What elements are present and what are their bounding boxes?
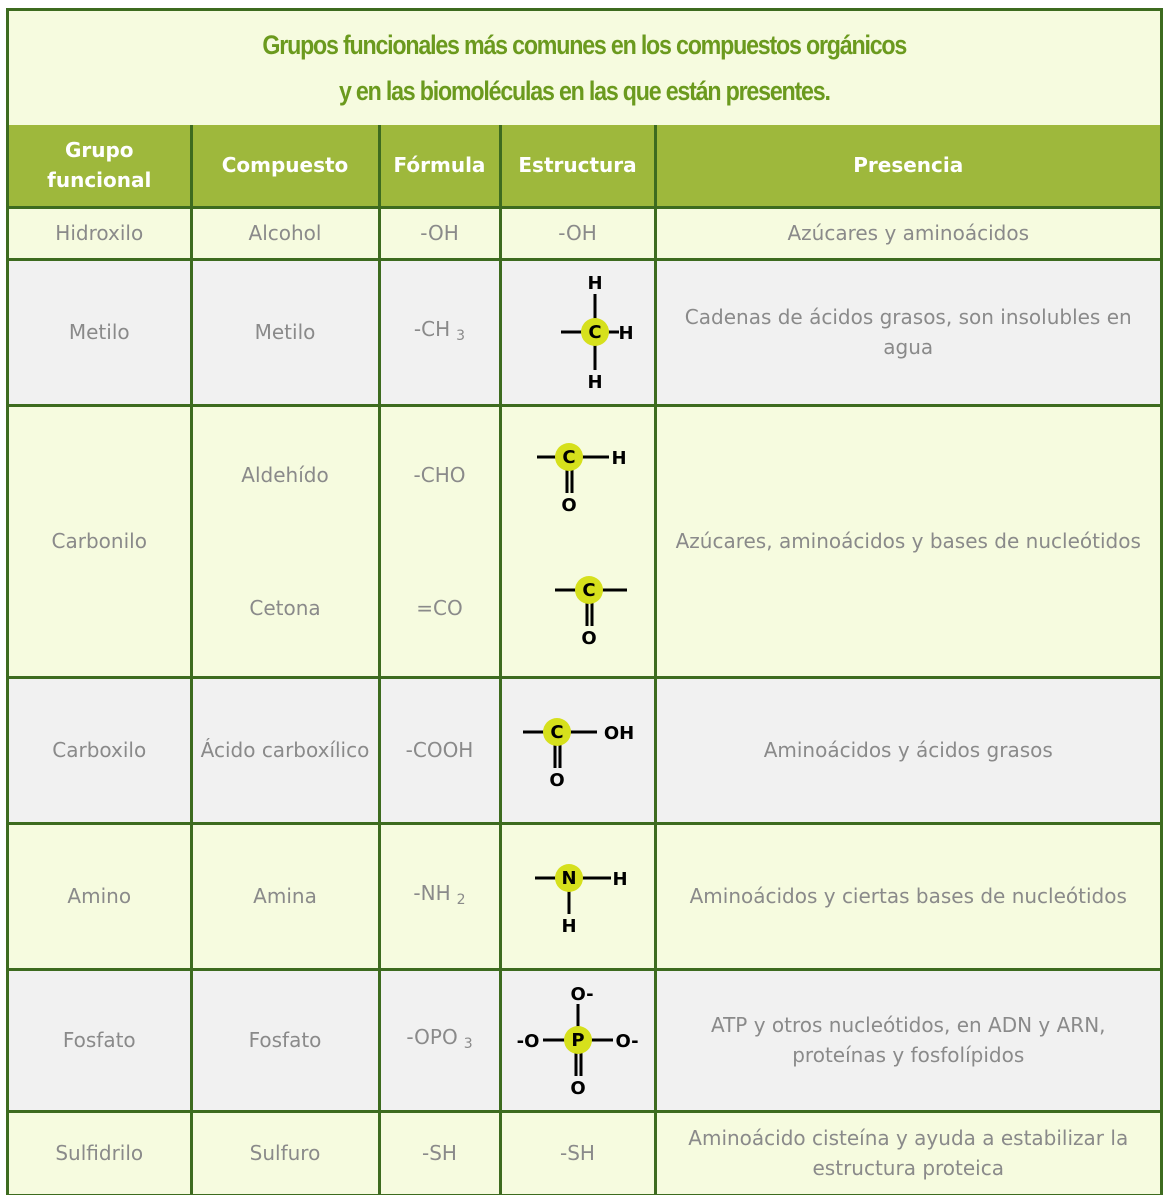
cell-formula: -COOH <box>379 677 500 823</box>
header-grupo-funcional <box>9 125 191 207</box>
atom-right: H <box>611 869 628 890</box>
formula-subscript: 3 <box>456 327 466 344</box>
header-grupo-line1: Grupo <box>64 138 134 163</box>
atom-bottom: O <box>580 627 597 649</box>
cell-estructura: -OH <box>500 207 655 259</box>
formula-subscript: 3 <box>463 1035 473 1052</box>
cell-grupo: Carboxilo <box>9 677 191 823</box>
table-row-sulfidrilo <box>9 1111 1160 1194</box>
cell-presencia: Aminoácido cisteína y ayuda a estabilizar la estructura proteica <box>655 1111 1160 1194</box>
formula-subscript: 2 <box>456 891 466 908</box>
table-row-carboxilo <box>9 677 1160 823</box>
cell-presencia: Aminoácidos y ciertas bases de nucleótidos <box>655 823 1160 969</box>
cell-formula: -OH <box>379 207 500 259</box>
atom-center: N <box>560 868 577 889</box>
header-formula: Fórmula <box>379 125 500 207</box>
table-row-carbonilo <box>9 405 1160 677</box>
cell-presencia: ATP y otros nucleótidos, en ADN y ARN, proteínas y fosfolípidos <box>655 969 1160 1111</box>
cell-grupo: Hidroxilo <box>9 207 191 259</box>
compuesto-aldehido: Aldehído <box>241 462 329 487</box>
atom-center: C <box>587 322 602 343</box>
cell-estructura <box>500 969 655 1111</box>
functional-groups-table <box>9 125 1160 1194</box>
header-presencia: Presencia <box>655 125 1160 207</box>
atom-top: O- <box>569 984 594 1005</box>
cell-formula <box>379 969 500 1111</box>
cell-compuesto: Alcohol <box>191 207 379 259</box>
cell-grupo: Carbonilo <box>9 405 191 677</box>
compuesto-cetona: Cetona <box>249 595 321 620</box>
cell-compuesto: Ácido carboxílico <box>191 677 379 823</box>
cell-compuesto <box>191 405 379 677</box>
cell-presencia: Aminoácidos y ácidos grasos <box>655 677 1160 823</box>
methyl-structure-diagram <box>523 272 633 392</box>
table-row-hidroxilo <box>9 207 1160 259</box>
atom-center: C <box>581 579 596 601</box>
cell-formula <box>379 823 500 969</box>
header-row <box>9 125 1160 207</box>
cell-formula <box>379 405 500 677</box>
formula-main: -CH <box>413 316 451 341</box>
title-line-2: y en las biomoléculas en las que están presentes. <box>339 76 830 106</box>
table-row-fosfato <box>9 969 1160 1111</box>
atom-bottom: O <box>560 494 577 516</box>
cell-grupo: Fosfato <box>9 969 191 1111</box>
formula-cetona: =CO <box>416 595 463 620</box>
atom-bottom: H <box>560 916 577 937</box>
formula-main: -OPO <box>406 1024 458 1049</box>
atom-right: H <box>617 323 634 344</box>
atom-top: H <box>586 273 603 294</box>
atom-center: P <box>570 1030 585 1051</box>
cell-compuesto: Sulfuro <box>191 1111 379 1194</box>
header-grupo-line2: funcional <box>47 168 152 193</box>
cell-estructura: -SH <box>500 1111 655 1194</box>
formula-main: -NH <box>413 880 451 905</box>
atom-bottom: O <box>569 1078 586 1099</box>
cell-formula: -SH <box>379 1111 500 1194</box>
atom-right: OH <box>603 723 634 744</box>
cell-grupo: Amino <box>9 823 191 969</box>
atom-right: O- <box>614 1031 639 1052</box>
aldehyde-structure-diagram <box>523 435 633 515</box>
atom-center: C <box>549 722 564 743</box>
phosphate-structure-diagram <box>513 982 643 1098</box>
cell-grupo: Sulfidrilo <box>9 1111 191 1194</box>
cell-presencia: Azúcares, aminoácidos y bases de nucleótidos <box>655 405 1160 677</box>
cell-estructura <box>500 677 655 823</box>
cell-compuesto: Metilo <box>191 259 379 405</box>
atom-right: H <box>610 447 627 469</box>
functional-groups-sheet <box>6 8 1163 1195</box>
title-line-1: Grupos funcionales más comunes en los compuestos orgánicos <box>262 30 907 60</box>
atom-bottom: O <box>548 770 565 791</box>
cell-estructura <box>500 259 655 405</box>
ketone-structure-diagram <box>523 568 633 648</box>
table-row-amino <box>9 823 1160 969</box>
amino-structure-diagram <box>523 856 633 936</box>
formula-aldehido: -CHO <box>413 462 466 487</box>
table-row-metilo <box>9 259 1160 405</box>
cell-presencia: Azúcares y aminoácidos <box>655 207 1160 259</box>
atom-bottom: H <box>586 372 603 393</box>
cell-compuesto: Amina <box>191 823 379 969</box>
cell-grupo: Metilo <box>9 259 191 405</box>
carboxyl-structure-diagram <box>513 710 643 790</box>
atom-center: C <box>561 446 576 468</box>
title-box <box>9 11 1160 128</box>
header-estructura: Estructura <box>500 125 655 207</box>
header-compuesto: Compuesto <box>191 125 379 207</box>
atom-left: -O <box>516 1031 539 1052</box>
cell-estructura <box>500 823 655 969</box>
cell-formula <box>379 259 500 405</box>
cell-compuesto: Fosfato <box>191 969 379 1111</box>
cell-presencia: Cadenas de ácidos grasos, son insolubles en agua <box>655 259 1160 405</box>
cell-estructura <box>500 405 655 677</box>
